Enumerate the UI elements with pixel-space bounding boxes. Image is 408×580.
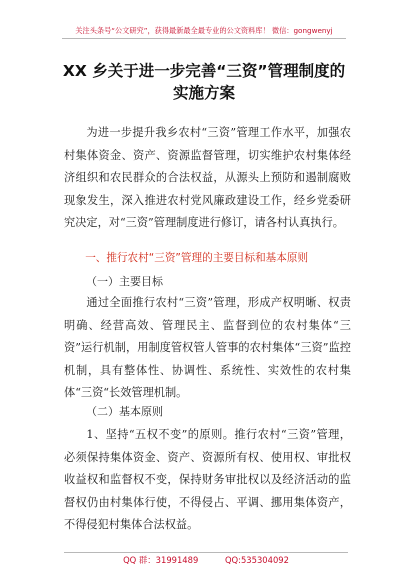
title-line-2: 实施方案 [172,84,235,102]
principles-paragraph: 1、坚持“五权不变”的原则。推行农村“三资”管理，必须保持集体资金、资产、资源所有权、使用权、审批权收益权和监督权不变，保持财务审批权以及经济活动的监督权仍由村集体行使，不得侵占、平调、挪用集体资产，不得侵犯村集体合法权益。 [64,428,351,532]
footer-qq: QQ:535304092 [224,555,289,565]
section-heading-1: 一、推行农村“三资”管理的主要目标和基本原则 [85,252,309,264]
header-banner: 关注头条号“公文研究”，获得最新最全最专业的公文资料库！ 微信：gongwenyj [62,24,346,39]
subsection-heading-goals: （一）主要目标 [86,275,163,288]
footer-contact [64,552,348,567]
title-line-1: XX 乡关于进一步完善“三资”管理制度的 [62,62,346,80]
subsection-heading-principles: （二）基本原则 [86,405,163,418]
intro-paragraph: 为进一步提升我乡农村“三资”管理工作水平，加强农村集体资金、资产、资源监督管理，切实维护农村集体经济组织和农民群众的合法权益，从源头上预防和遏制腐败现象发生，深入推进农村党风廉政建设工作，经乡党委研究决定，对“三资”管理制度进行修订，请各村认真执行。 [64,126,351,230]
document-title [40,60,368,104]
goals-paragraph: 通过全面推行农村“三资”管理，形成产权明晰、权责明确、经营高效、管理民主、监督到位的农村集体“三资”运行机制，用制度管权管人管事的农村集体“三资”监控机制，具有整体性、协调性、系统性、实效性的农村集体“三资“长效管理机制。 [64,296,351,400]
footer-qq-group: QQ 群：31991489 [123,555,199,565]
